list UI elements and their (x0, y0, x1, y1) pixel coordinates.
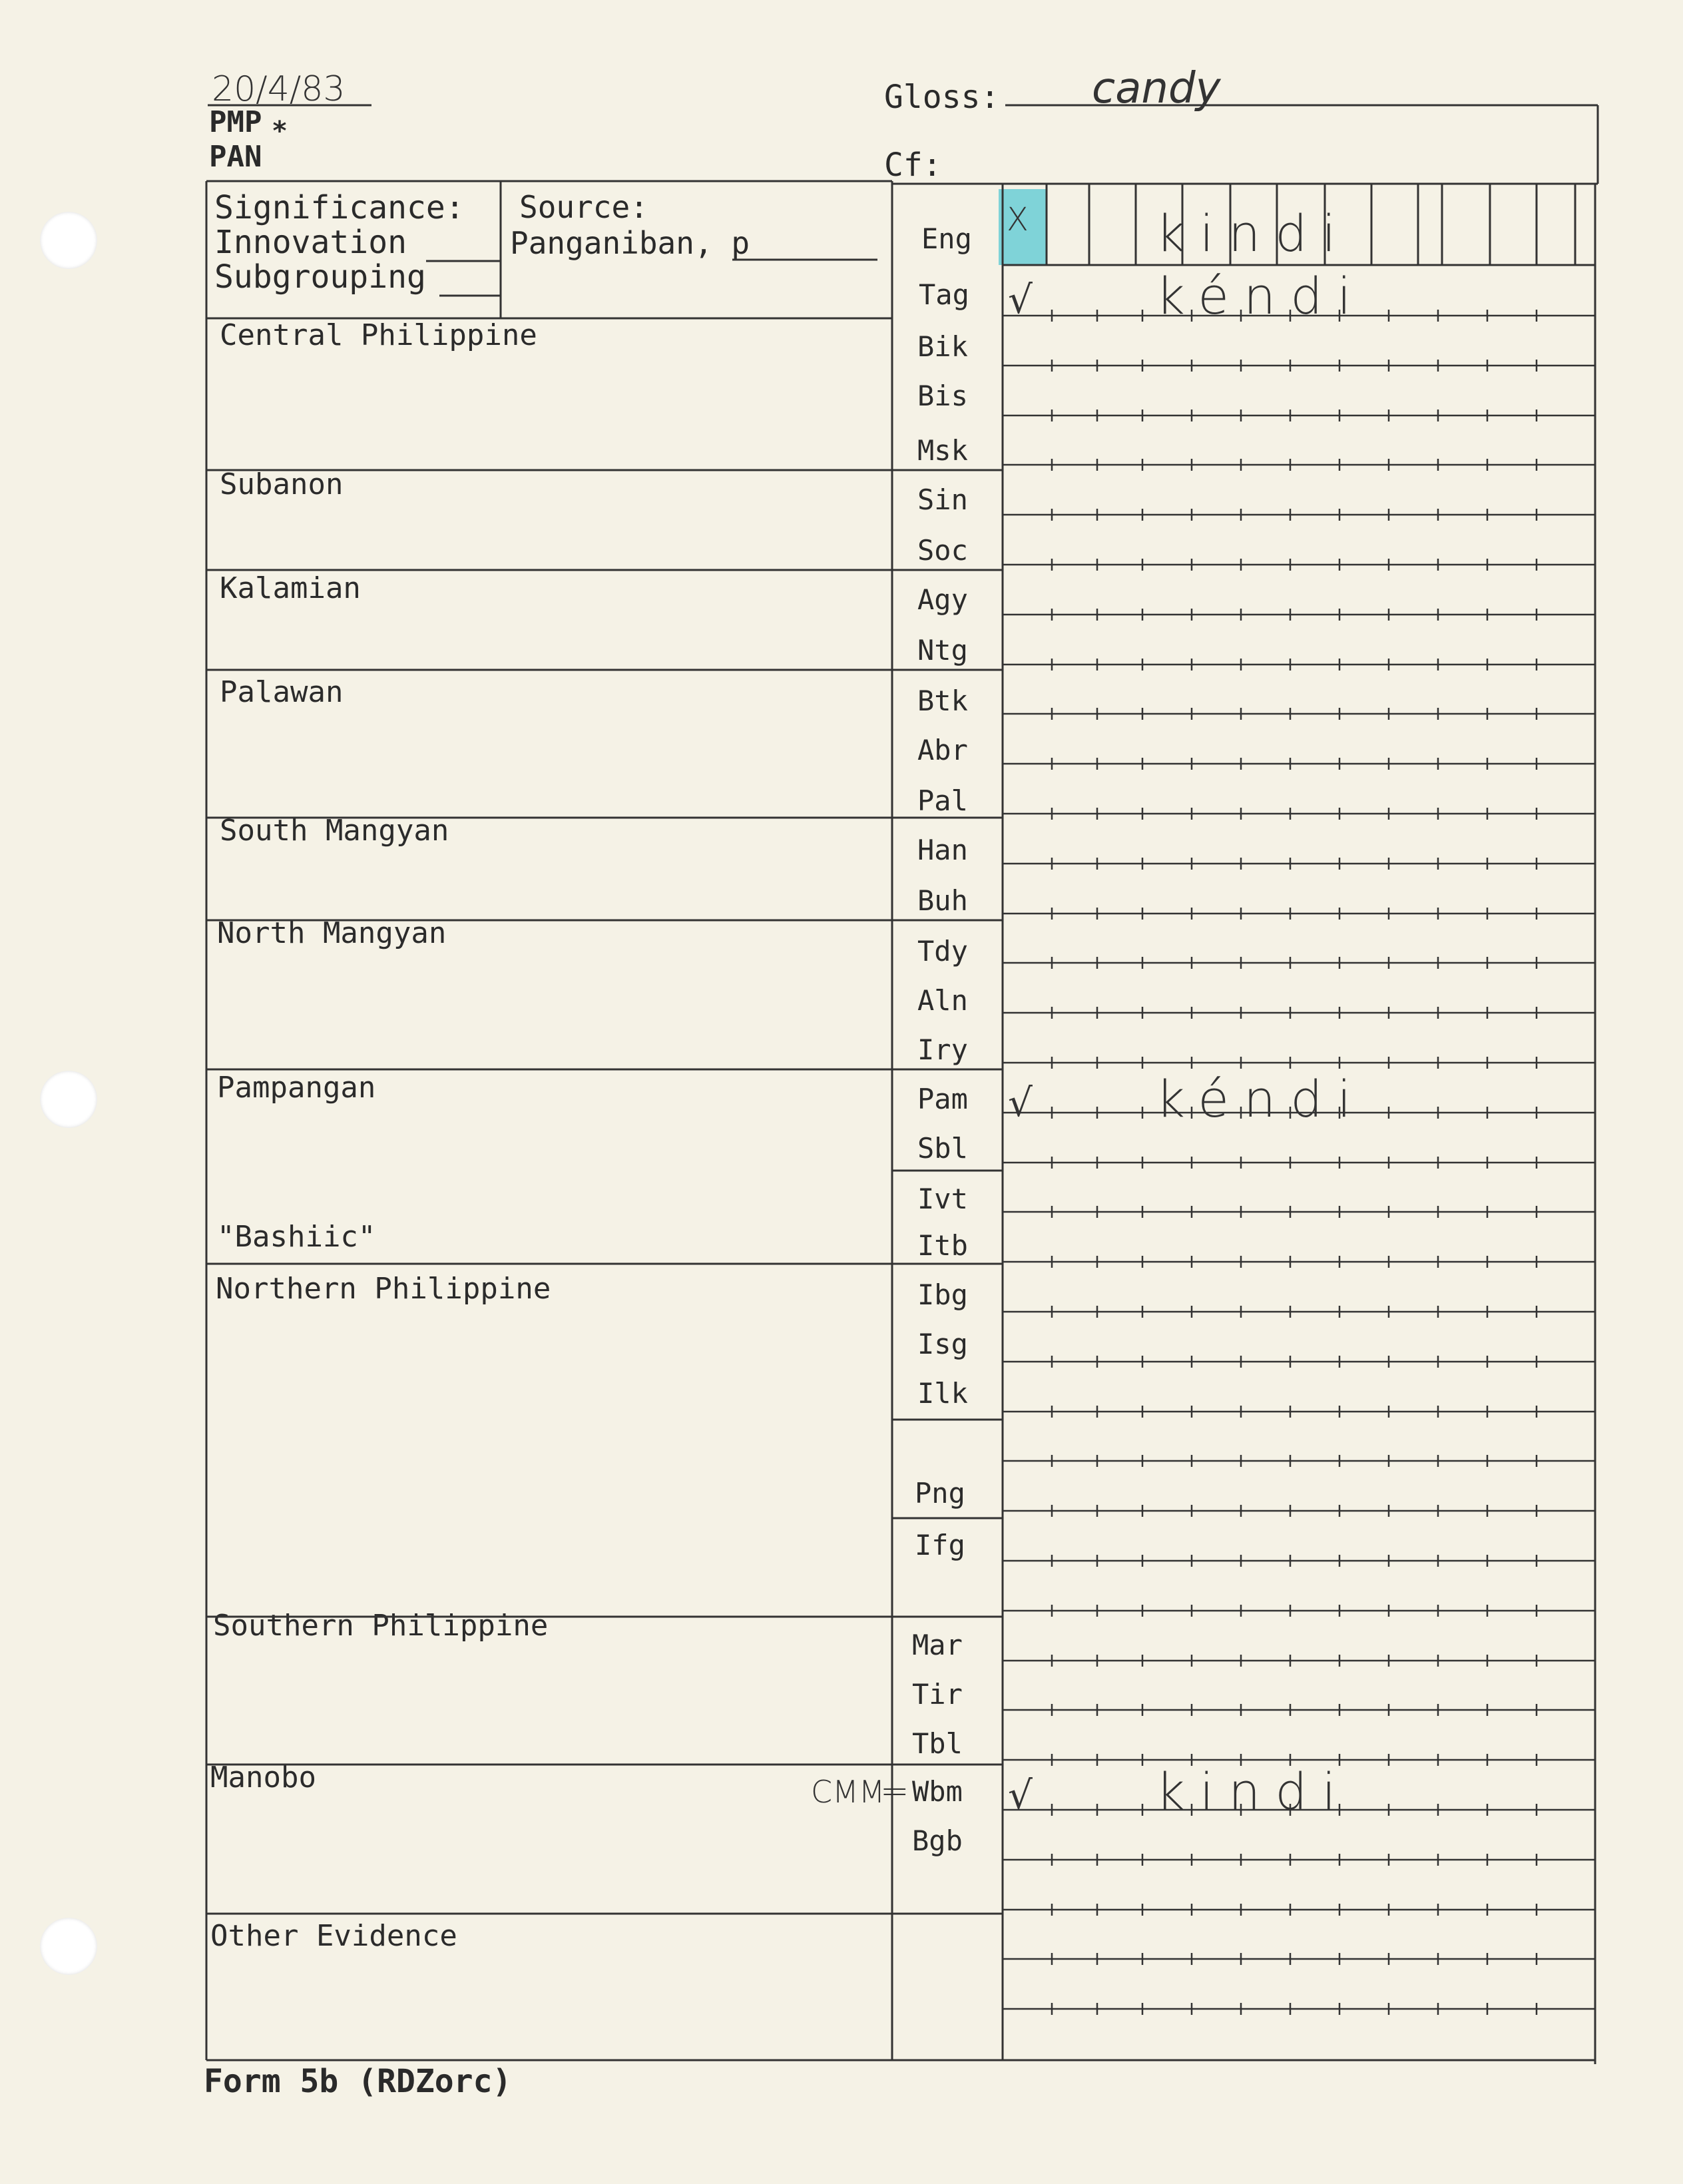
lang-msk: Msk (917, 434, 968, 467)
pam-check: √ (1008, 1080, 1033, 1125)
gloss-label: Gloss: (884, 79, 1000, 116)
level-pmp-mark: * (272, 116, 288, 146)
gloss-value: candy (1092, 64, 1221, 113)
lang-bgb: Bgb (912, 1824, 963, 1857)
group-southern-philippine: Southern Philippine (213, 1609, 549, 1643)
lang-pal: Pal (917, 784, 968, 817)
group-south-mangyan: South Mangyan (220, 814, 449, 848)
lang-tir: Tir (912, 1678, 963, 1711)
lang-mar: Mar (912, 1629, 963, 1661)
lang-pam: Pam (917, 1083, 968, 1115)
lang-ilk: Ilk (917, 1377, 968, 1410)
lang-ivt: Ivt (917, 1183, 968, 1215)
wbm-form: kindi (1156, 1762, 1351, 1821)
lang-wbm: Wbm (912, 1775, 963, 1808)
tag-form: kéndi (1156, 266, 1366, 326)
lang-bik: Bik (917, 330, 968, 363)
lang-tdy: Tdy (917, 935, 968, 967)
source-value: Panganiban, p (510, 225, 750, 261)
pam-form: kéndi (1156, 1069, 1366, 1129)
group-other-evidence: Other Evidence (210, 1919, 457, 1953)
group-manobo: Manobo (210, 1761, 316, 1794)
group-bashiic: "Bashiic" (217, 1220, 376, 1254)
innovation-label: Innovation (214, 224, 407, 261)
wbm-check: √ (1008, 1773, 1033, 1818)
lang-ibg: Ibg (917, 1278, 968, 1311)
level-pmp: PMP (209, 105, 262, 139)
lang-agy: Agy (917, 583, 968, 616)
source-label: Source: (519, 189, 648, 225)
lang-bis: Bis (917, 380, 968, 412)
lang-sbl: Sbl (917, 1132, 968, 1165)
form-label: Form 5b (RDZorc) (204, 2063, 512, 2100)
date: 20/4/83 (212, 69, 346, 109)
group-kalamian: Kalamian (220, 571, 361, 605)
lang-han: Han (917, 834, 968, 866)
group-central-philippine: Central Philippine (220, 318, 537, 352)
lang-eng: Eng (921, 222, 972, 255)
lang-isg: Isg (917, 1328, 968, 1360)
lang-iry: Iry (917, 1033, 968, 1066)
eng-form: kindi (1156, 204, 1351, 263)
group-north-mangyan: North Mangyan (217, 916, 447, 950)
lang-btk: Btk (917, 684, 968, 717)
lang-sin: Sin (917, 483, 968, 516)
lang-tbl: Tbl (912, 1727, 963, 1760)
group-subanon: Subanon (220, 467, 344, 501)
lang-png: Png (915, 1477, 965, 1509)
eng-mark: X (1007, 201, 1029, 238)
group-pampangan: Pampangan (217, 1071, 376, 1105)
lang-ntg: Ntg (917, 634, 968, 667)
lang-aln: Aln (917, 984, 968, 1017)
lang-buh: Buh (917, 884, 968, 917)
lang-tag: Tag (919, 278, 969, 311)
group-palawan: Palawan (220, 675, 344, 709)
group-northern-philippine: Northern Philippine (216, 1272, 551, 1306)
significance-label: Significance: (214, 189, 465, 226)
lang-soc: Soc (917, 534, 968, 567)
cmm-equals: = (880, 1771, 909, 1811)
cf-label: Cf: (884, 146, 942, 184)
tag-check: √ (1008, 277, 1033, 322)
subgrouping-label: Subgrouping (214, 258, 426, 296)
cmm-annotation: CMM (811, 1774, 885, 1810)
lang-abr: Abr (917, 734, 968, 766)
lang-ifg: Ifg (915, 1529, 965, 1561)
level-pan: PAN (209, 140, 262, 174)
lang-itb: Itb (917, 1229, 968, 1262)
